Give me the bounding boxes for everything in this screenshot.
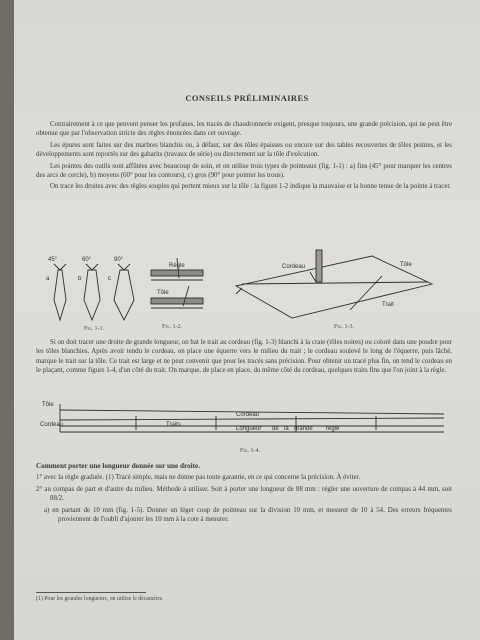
figure-caption: Fig. 1-2. xyxy=(162,324,183,330)
footnote: (1) Pour les grandes longueurs, on utilise le décamètre. xyxy=(36,596,164,602)
angle-label: 90° xyxy=(114,257,124,263)
method-list xyxy=(36,473,452,524)
letter-label: a xyxy=(46,276,50,282)
figure-1-4 xyxy=(36,396,452,446)
figure-label: Cordeau xyxy=(236,412,260,418)
figure-label: de xyxy=(272,426,279,432)
letter-label: c xyxy=(108,276,111,282)
figure-label: Tôle xyxy=(400,262,412,268)
list-item: 2° au compas de part et d'autre du milieu. Méthode à utiliser. Soit à porter une longueur de 88 mm : régler une ouverture de compas à 44 mm, soit 88/2. xyxy=(36,485,452,503)
paragraph: Les pointes des outils sont affûtées avec beaucoup de soin, et on utilise trois types de pointeaux (fig. 1-1) : a) fins (45° pour marquer les centres des arcs de cercle), b) moyens (60° pour les contours), c) gros (90° pour pointer les trous). xyxy=(36,162,452,180)
angle-label: 45° xyxy=(48,257,58,263)
list-item: a) en partant de 10 mm (fig. 1-5). Donner un léger coup de pointeau sur la division 10 mm, et mesurer de 10 à 54. Des erreurs fréquentes proviennent de l'oubli d'ajouter les 10 mm à la cote à mesurer. xyxy=(44,506,452,524)
figure-caption: Fig. 1-3. xyxy=(334,324,355,330)
figure-label: règle xyxy=(326,426,340,432)
figure-1-2 xyxy=(149,258,209,322)
figure-caption: Fig. 1-4. xyxy=(240,448,261,454)
paragraph: Les épures sont faites sur des marbres blanchis ou, à défaut, sur des tôles épaisses ou encore sur des tables recouvertes de tôles peintes, et les développements sont reportés sur des gabarits (travaux de série) ou directement sur la tôle d'exécution. xyxy=(36,141,452,159)
figure-label: Cordeau xyxy=(282,264,306,270)
angle-label: 60° xyxy=(82,257,92,263)
page-title: CONSEILS PRÉLIMINAIRES xyxy=(185,93,309,103)
middle-text xyxy=(36,338,452,378)
figure-label: Tôle xyxy=(157,290,169,296)
paragraph: Contrairement à ce que peuvent penser les profanes, les tracés de chaudronnerie exigent, presque toujours, une grande précision, qui ne peut être obtenue que par l'observation stricte des règles énoncées dans cet ouvrage. xyxy=(36,121,452,138)
figure-label: la xyxy=(284,426,289,432)
figure-label: Règle xyxy=(169,263,185,269)
figure-label: Tôle xyxy=(42,402,54,408)
figure-1-1 xyxy=(44,254,144,322)
section-heading: Comment porter une longueur donnée sur une droite. xyxy=(36,462,200,470)
list-item: 1° avec la règle graduée. (1) Tracé simple, mais ne donne pas toute garantie, en ce qui concerne la précision. À éviter. xyxy=(36,474,361,482)
footnote-divider xyxy=(36,592,146,593)
lower-text xyxy=(36,462,452,526)
paragraph: On trace les droites avec des règles souples qui portent mieux sur la tôle : la figure 1-2 indique la mauvaise et la bonne tenue de la pointe à tracer. xyxy=(50,183,452,191)
figure-label: grande xyxy=(294,426,313,432)
letter-label: b xyxy=(78,276,82,282)
figure-label: Traits xyxy=(166,422,181,428)
figure-label: Trait xyxy=(382,302,394,308)
figure-label: Cordeau xyxy=(40,422,64,428)
figure-1-3 xyxy=(232,236,442,322)
intro-text xyxy=(36,120,452,194)
figure-caption: Fig. 1-1. xyxy=(84,326,105,332)
book-page xyxy=(14,0,480,640)
figure-label: Longueur xyxy=(236,426,262,432)
paragraph: Si on doit tracer une droite de grande longueur, on bat le trait au cordeau (fig. 1-3) blanchi à la craie (tôles noires) ou coloré dans une poudre pour les tôles blanchies. Après avoir tendu le cordeau, on place une équerre vers le milieu du trait ; le cordeau soulevé le long de l'équerre, puis lâché, marque le trait sur la tôle. Ce trait est large et ne peut convenir que pour les tracés sans précision. Pour obtenir un tracé plus fin, on tend le cordeau en le plaçant, comme figure 1-4, d'un côté du trait. On marque, de place en place, du même côté du cordeau, quelques traits fins que l'on joint à la règle. xyxy=(36,339,452,375)
